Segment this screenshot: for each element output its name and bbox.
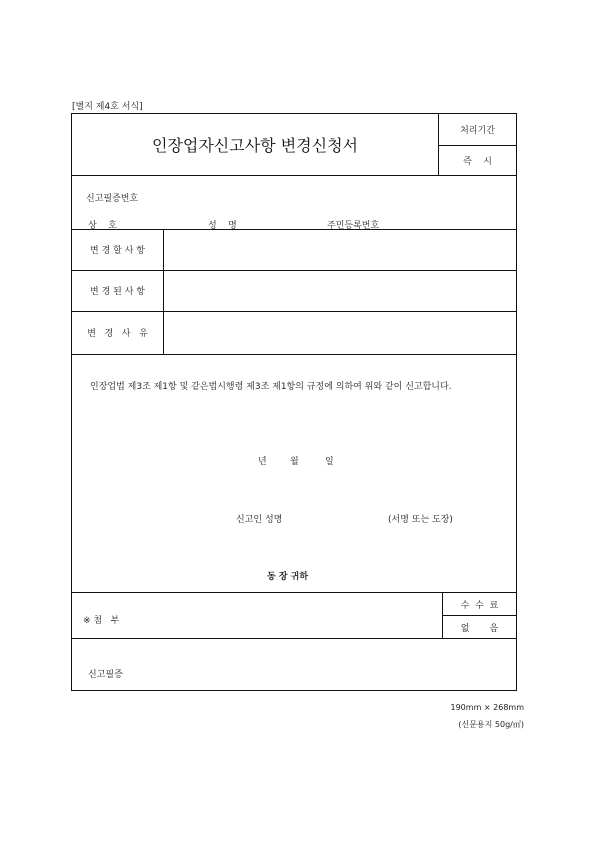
attachments-label: ※ 첨 부: [83, 616, 120, 626]
paper-type: (신문용지 50g/㎡): [458, 720, 524, 729]
applicant-name-label: 신고인 성명: [236, 515, 283, 525]
date-day: 일: [325, 457, 334, 467]
fee-label: 수 수 료: [460, 600, 499, 611]
certificate-label: 신고필증: [88, 670, 123, 680]
signature-note: (서명 또는 도장): [388, 515, 453, 525]
change-reason-label: 변 경 사 유: [87, 329, 148, 339]
change-reason-field[interactable]: [164, 312, 516, 353]
date-month: 월: [290, 457, 299, 467]
paper-size: 190mm × 268mm: [450, 703, 524, 712]
divider: [71, 175, 517, 176]
trade-name-label: 상 호: [88, 221, 117, 231]
resident-id-label: 주민등록번호: [327, 221, 380, 231]
processing-period-value: 즉 시: [463, 157, 492, 167]
addressee: 동 장 귀하: [267, 572, 309, 582]
declaration-text: 인장업법 제3조 제1항 및 같은법시행령 제3조 제1항의 규정에 의하여 위와 같이 신고합니다.: [90, 382, 452, 392]
form-title: 인장업자신고사항 변경신청서: [151, 135, 358, 155]
cert-number-label: 신고필증번호: [86, 194, 139, 204]
fee-value: 없 음: [460, 623, 499, 634]
divider: [71, 354, 517, 355]
form-number: [별지 제4호 서식]: [72, 102, 143, 112]
owner-name-label: 성 명: [208, 221, 237, 231]
change-after-label: 변 경 된 사 항: [90, 287, 145, 297]
change-before-label: 변 경 할 사 항: [90, 246, 145, 256]
divider: [71, 638, 517, 639]
processing-period-label: 처리기간: [460, 125, 495, 136]
date-year: 년: [258, 457, 267, 467]
change-after-field[interactable]: [164, 271, 516, 311]
change-before-field[interactable]: [164, 230, 516, 270]
